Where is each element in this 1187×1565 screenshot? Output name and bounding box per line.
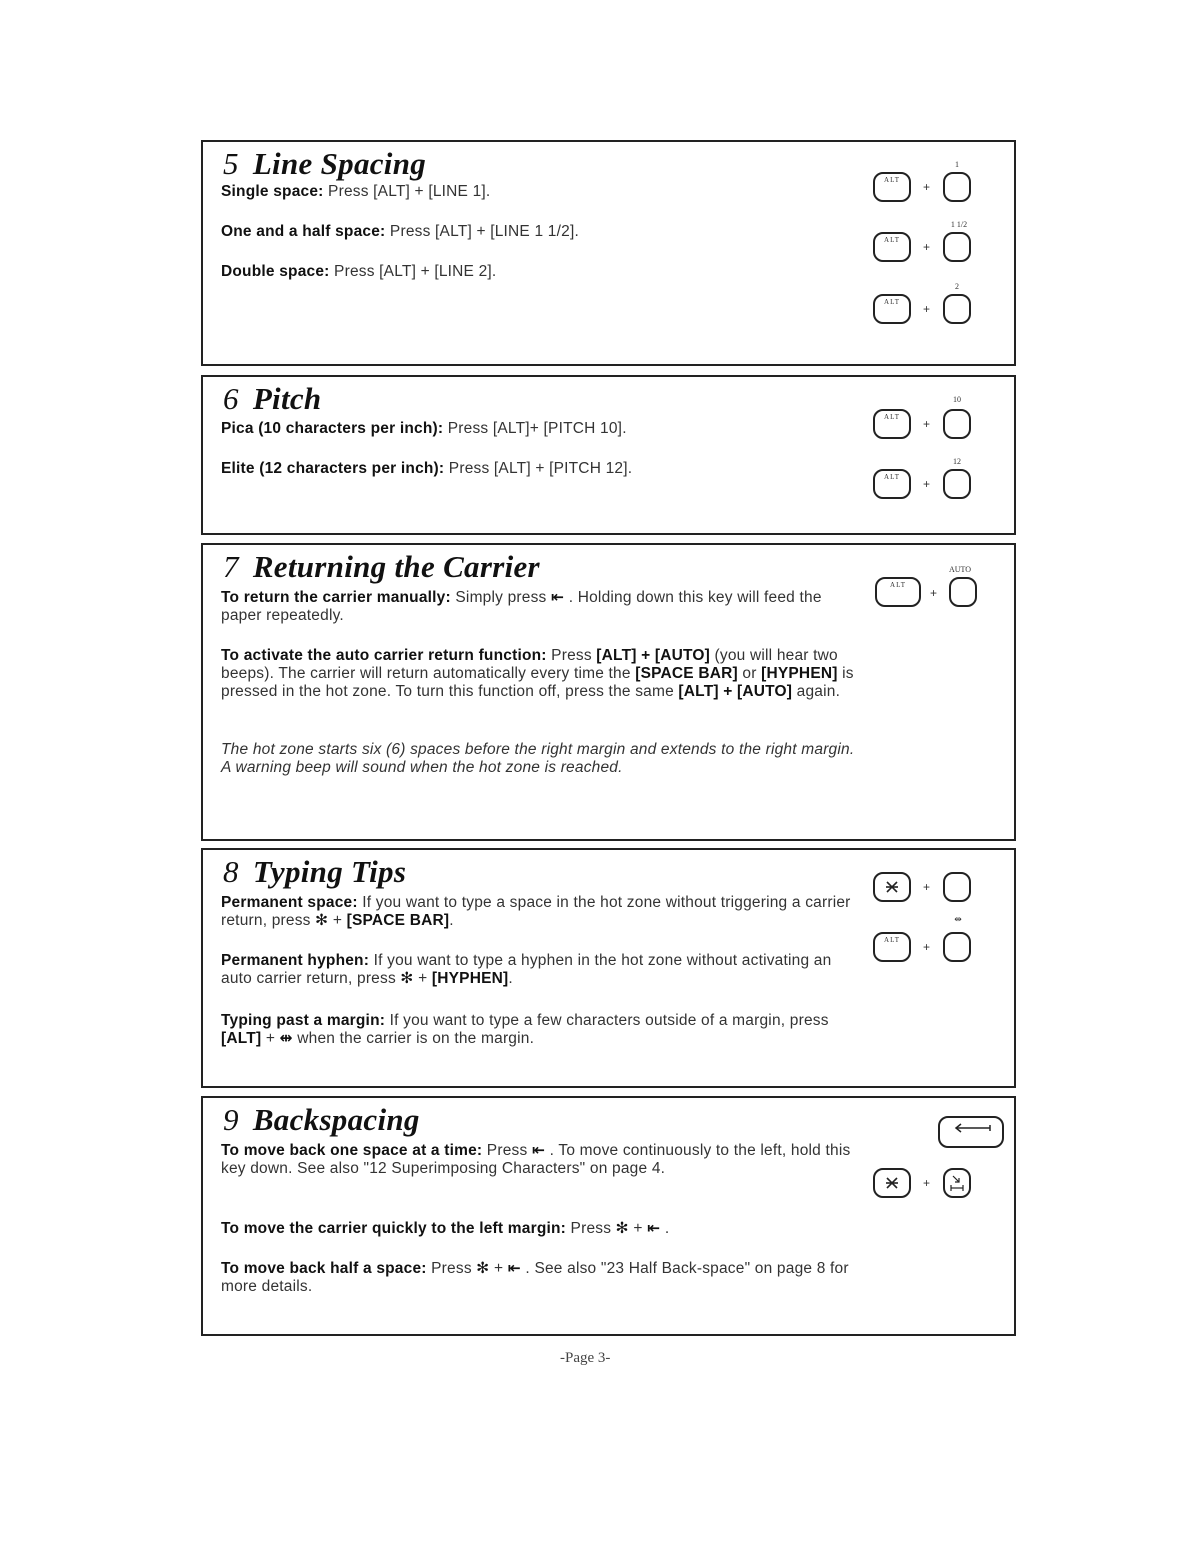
margin-release-label-icon: ⇹ (954, 914, 962, 924)
alt-key-icon (873, 469, 911, 499)
key-top-label: AUTO (948, 565, 972, 574)
lead-text: Permanent space: (221, 894, 358, 911)
key-reference: [HYPHEN] (431, 970, 509, 987)
plus-icon: + (923, 880, 931, 894)
code-key-icon: ✻ (400, 970, 414, 987)
backspace-arrow-icon (940, 1118, 1002, 1146)
body-text: If you want to type a few characters outside of a margin, press (385, 1012, 829, 1029)
key-reference: [HYPHEN] (761, 665, 838, 682)
margin-release-key-icon (943, 932, 971, 962)
space-bar-key-icon (943, 872, 971, 902)
code-key-icon (873, 1168, 911, 1198)
body-text: . (449, 912, 454, 929)
body-text: again. (792, 683, 841, 700)
body-text: . (508, 970, 513, 987)
section-title (223, 381, 321, 417)
alt-key-icon (873, 294, 911, 324)
key-label: ALT (884, 413, 900, 421)
section-heading: Backspacing (252, 1102, 420, 1137)
lead-text: To move back half a space: (221, 1260, 427, 1277)
margin-release-icon: ⇹ (279, 1030, 293, 1047)
body-text: Simply press (450, 589, 552, 606)
plus-icon: + (923, 477, 931, 491)
section-number: 6 (223, 381, 239, 416)
page-number: -Page 3- (560, 1350, 611, 1366)
backspace-key-icon (938, 1116, 1004, 1148)
section-backspacing (201, 1096, 1016, 1336)
lead-text: To activate the auto carrier return function: (221, 647, 547, 664)
code-key-icon: ✻ (615, 1220, 629, 1237)
left-margin-instruction (221, 1220, 866, 1238)
plus-icon: + (923, 940, 931, 954)
plus-icon: + (923, 180, 931, 194)
half-backspace-icon: ⇤ (507, 1260, 521, 1277)
line-1-1-2-key-icon (943, 232, 971, 262)
body-text: . See also "23 Half Back-space" on page 8 for more details. (221, 1260, 849, 1295)
body-text: Press (566, 1220, 616, 1237)
key-label: ALT (884, 936, 900, 944)
line2-key-icon (943, 294, 971, 324)
code-symbol-icon (875, 1170, 909, 1196)
body-text: Press [ALT] + [LINE 2]. (329, 263, 497, 280)
lead-text: Double space: (221, 263, 330, 280)
key-top-label: 2 (955, 282, 959, 291)
section-heading: Pitch (252, 381, 322, 416)
alt-line1-key-combo (873, 160, 1003, 205)
plus-icon: + (923, 302, 931, 316)
one-half-space-instruction (221, 223, 866, 241)
auto-key-icon (949, 577, 977, 607)
key-reference: [SPACE BAR] (635, 665, 738, 682)
lead-text: To move the carrier quickly to the left margin: (221, 1220, 567, 1237)
body-text: Press (546, 647, 597, 664)
body-text: + (628, 1220, 648, 1237)
body-text: + (489, 1260, 508, 1277)
body-text: The hot zone starts six (6) spaces before the right margin and extends to the right margin. A warning beep will sound when the hot zone is reached. (221, 741, 855, 776)
section-heading: Returning the Carrier (252, 549, 540, 584)
body-text: Press [ALT] + [LINE 1 1/2]. (385, 223, 579, 240)
key-top-label: 1 (955, 160, 959, 169)
backspace-icon: ⇤ (531, 1142, 546, 1159)
code-space-key-combo (873, 864, 1013, 909)
carrier-return-icon: ⇤ (551, 589, 565, 606)
code-symbol-icon (875, 874, 909, 900)
alt-pitch12-key-combo (873, 457, 1003, 502)
body-text: + (261, 1030, 280, 1047)
permanent-space-instruction (221, 894, 866, 930)
lead-text: Elite (12 characters per inch): (221, 460, 445, 477)
alt-key-icon (873, 172, 911, 202)
key-label: ALT (884, 236, 900, 244)
alt-margin-key-combo (873, 912, 1013, 962)
plus-icon: + (923, 417, 931, 431)
key-top-label: 12 (953, 457, 961, 466)
key-label: ALT (890, 581, 906, 589)
section-number: 5 (223, 146, 239, 181)
lead-text: To move back one space at a time: (221, 1142, 483, 1159)
alt-auto-key-combo (873, 559, 1013, 609)
auto-return-instruction (221, 647, 866, 701)
key-reference: [ALT] + [AUTO] (678, 683, 793, 700)
key-label: ALT (884, 298, 900, 306)
pitch12-key-icon (943, 469, 971, 499)
elite-instruction (221, 460, 866, 478)
plus-icon: + (923, 240, 931, 254)
body-text: + (413, 970, 432, 987)
body-text: + (328, 912, 347, 929)
body-text: Press (482, 1142, 532, 1159)
body-text: . Holding down this key will feed the paper repeatedly. (221, 589, 822, 624)
line1-key-icon (943, 172, 971, 202)
section-number: 7 (223, 549, 239, 584)
body-text: If you want to type a hyphen in the hot zone without activating an auto carrier return, press (221, 952, 832, 987)
alt-key-icon (873, 932, 911, 962)
single-space-instruction (221, 183, 866, 201)
half-space-instruction (221, 1260, 866, 1296)
section-title (223, 854, 406, 890)
key-top-label: 10 (953, 395, 961, 404)
half-backspace-symbol-icon (945, 1170, 969, 1196)
body-text: or (737, 665, 762, 682)
alt-line1half-key-combo (873, 220, 1003, 265)
section-heading: Line Spacing (252, 146, 427, 181)
section-title (223, 146, 426, 182)
lead-text: Typing past a margin: (221, 1012, 386, 1029)
hot-zone-note (221, 741, 866, 777)
pica-instruction (221, 420, 866, 438)
section-typing-tips (201, 848, 1016, 1088)
double-space-instruction (221, 263, 866, 281)
section-heading: Typing Tips (252, 854, 407, 889)
alt-key-icon (875, 577, 921, 607)
code-key-icon: ✻ (476, 1260, 490, 1277)
alt-line2-key-combo (873, 282, 1003, 327)
alt-key-icon (873, 232, 911, 262)
key-label: ALT (884, 473, 900, 481)
margin-release-instruction (221, 1012, 866, 1048)
key-reference: [ALT] + [AUTO] (596, 647, 711, 664)
code-halfspace-key-combo (873, 1164, 1013, 1204)
section-returning-carrier (201, 543, 1016, 841)
lead-text: Permanent hyphen: (221, 952, 370, 969)
plus-icon: + (930, 586, 938, 600)
section-pitch (201, 375, 1016, 535)
body-text: Press (426, 1260, 477, 1277)
lead-text: To return the carrier manually: (221, 589, 451, 606)
body-text: If you want to type a space in the hot zone without triggering a carrier return, press (221, 894, 851, 929)
section-title (223, 549, 540, 585)
section-number: 9 (223, 1102, 239, 1137)
body-text: is pressed in the hot zone. To turn this function off, press the same (221, 665, 854, 700)
section-title (223, 1102, 420, 1138)
body-text: . (660, 1220, 670, 1237)
half-backspace-key-icon (943, 1168, 971, 1198)
lead-text: Pica (10 characters per inch): (221, 420, 444, 437)
key-label: ALT (884, 176, 900, 184)
backspace-one-instruction (221, 1142, 866, 1178)
code-key-icon (873, 872, 911, 902)
lead-text: Single space: (221, 183, 324, 200)
pitch10-key-icon (943, 409, 971, 439)
section-line-spacing (201, 140, 1016, 366)
body-text: Press [ALT] + [LINE 1]. (323, 183, 491, 200)
plus-icon: + (923, 1176, 931, 1190)
key-top-label: 1 1/2 (950, 220, 968, 229)
alt-pitch10-key-combo (873, 395, 1003, 440)
key-reference: [ALT] (221, 1030, 262, 1047)
alt-key-icon (873, 409, 911, 439)
lead-text: One and a half space: (221, 223, 386, 240)
code-key-icon: ✻ (315, 912, 329, 929)
permanent-hyphen-instruction (221, 952, 866, 988)
body-text: (you will hear two beeps). The carrier will return automatically every time the (221, 647, 838, 682)
body-text: Press [ALT] + [PITCH 12]. (444, 460, 633, 477)
body-text: Press [ALT]+ [PITCH 10]. (443, 420, 627, 437)
body-text: when the carrier is on the margin. (292, 1030, 535, 1047)
key-reference: [SPACE BAR] (346, 912, 450, 929)
margin-return-icon: ⇤ (647, 1220, 661, 1237)
manual-return-instruction (221, 589, 866, 625)
body-text: . To move continuously to the left, hold this key down. See also "12 Superimposing Characters" on page 4. (221, 1142, 851, 1177)
section-number: 8 (223, 854, 239, 889)
